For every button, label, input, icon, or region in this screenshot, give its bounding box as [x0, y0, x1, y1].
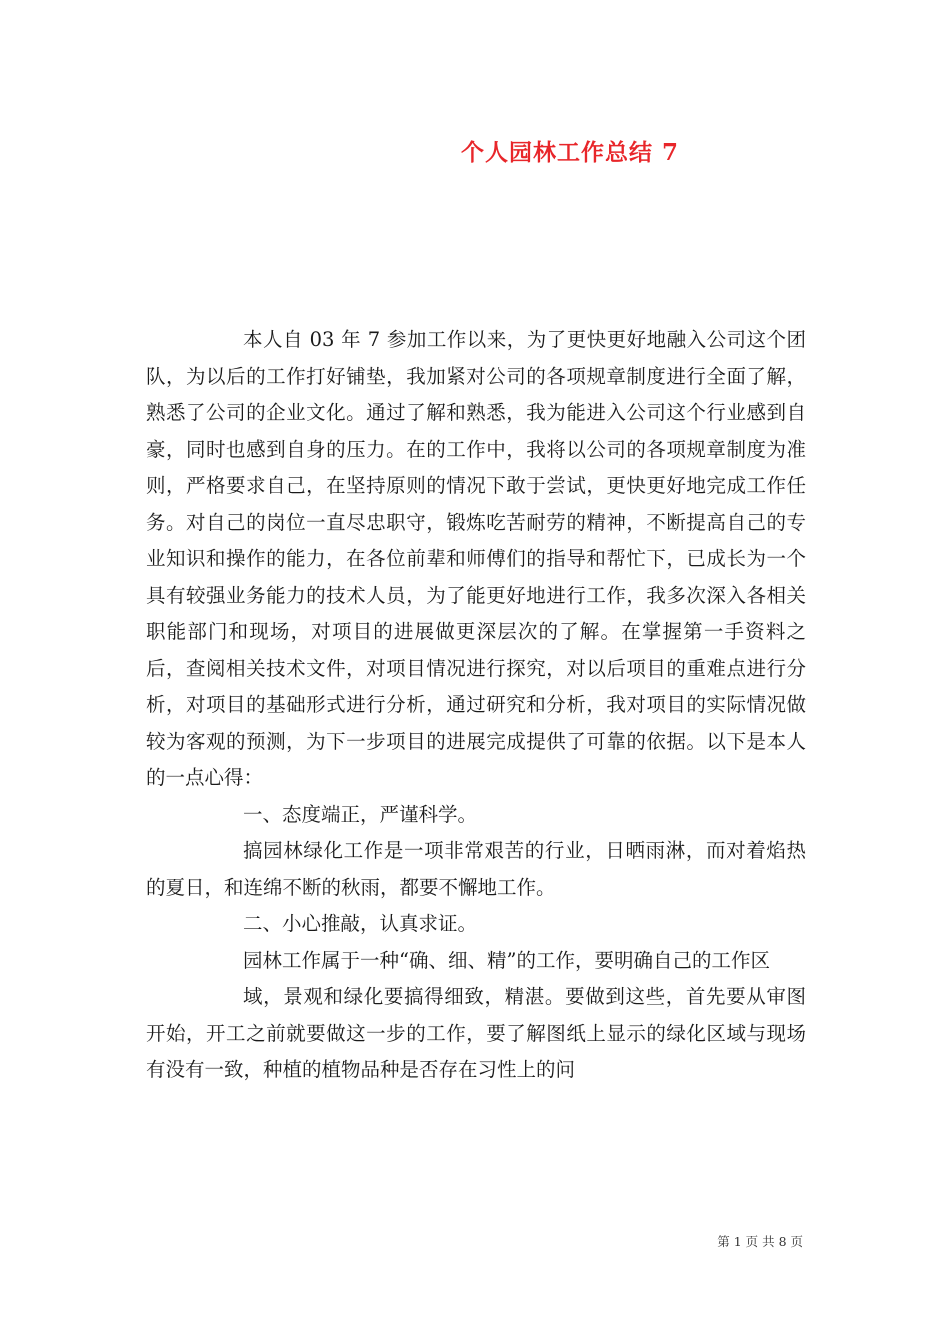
section-heading-2: 二、小心推敲，认真求证。: [243, 912, 478, 935]
section-heading-1: 一、态度端正，严谨科学。: [243, 802, 478, 826]
document-title: [0, 134, 950, 167]
document-body: [146, 322, 806, 1089]
paragraph-intro: 本人自 03 年 7 参加工作以来，为了更快更好地融入公司这个团队，为以后的工作打好铺垫，我加紧对公司的各项规章制度进行全面了解，熟悉了公司的企业文化。通过了解和熟悉，我为能进入公司这个行业感到自豪，同时也感到自身的压力。在的工作中，我将以公司的各项规章制度为准则，严格要求自己，在坚持原则的情况下敢于尝试，更快更好地完成工作任务。对自己的岗位一直尽忠职守，锻炼吃苦耐劳的精神，不断提高自己的专业知识和操作的能力，在各位前辈和师傅们的指导和帮忙下，已成长为一个具有较强业务能力的技术人员，为了能更好地进行工作，我多次深入各相关职能部门和现场，对项目的进展做更深层次的了解。在掌握第一手资料之后，查阅相关技术文件，对项目情况进行探究，对以后项目的重难点进行分析，对项目的基础形式进行分析，通过研究和分析，我对项目的实际情况做较为客观的预测，为下一步项目的进展完成提供了可靠的依据。以下是本人的一点心得：: [146, 328, 806, 789]
paragraph-section-2b: 域，景观和绿化要搞得细致，精湛。要做到这些，首先要从审图开始，开工之前就要做这一步的工作，要了解图纸上显示的绿化区域与现场有没有一致，种植的植物品种是否存在习性上的问: [146, 985, 806, 1081]
paragraph-section-2a: 园林工作属于一种“确、细、精”的工作，要明确自己的工作区: [243, 948, 770, 972]
document-title-text: 个人园林工作总结 7: [460, 139, 679, 166]
page-number: 第 1 页 共 8 页: [717, 1234, 803, 1249]
paragraph-section-1: 搞园林绿化工作是一项非常艰苦的行业，日晒雨淋，而对着焰热的夏日，和连绵不断的秋雨，都要不懈地工作。: [146, 839, 806, 899]
